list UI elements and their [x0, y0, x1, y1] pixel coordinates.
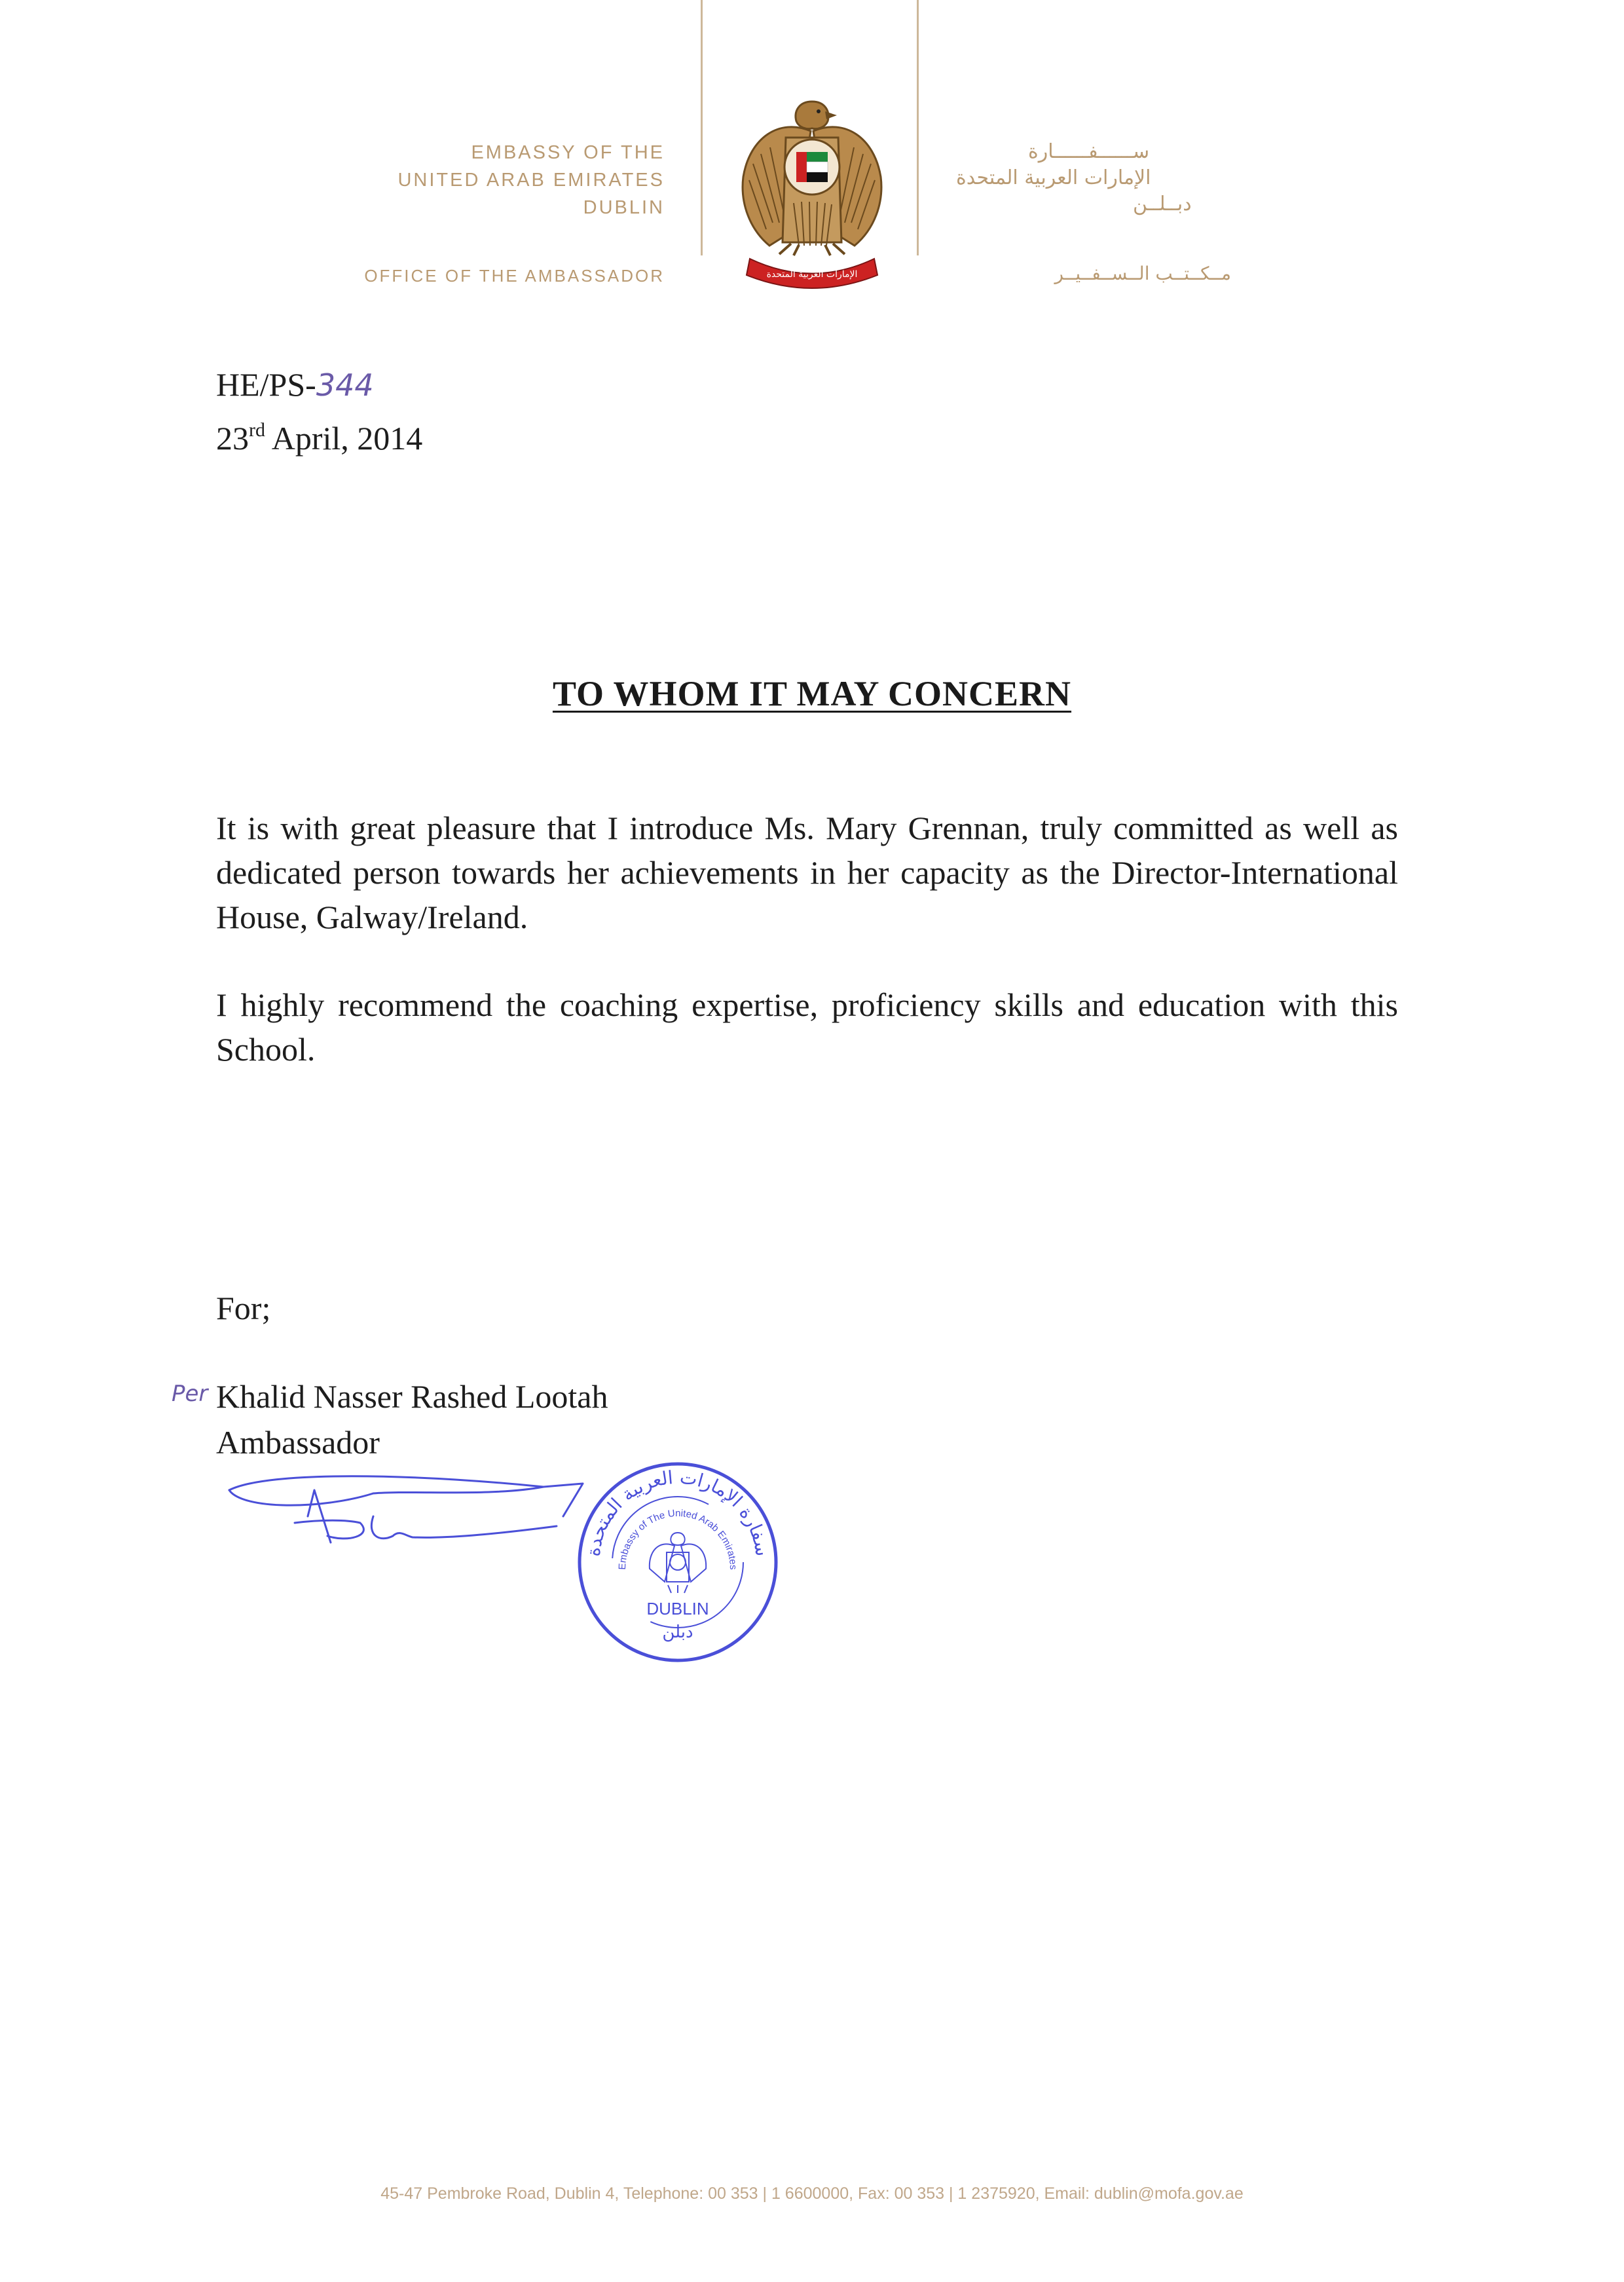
letterhead-line-city: DUBLIN — [583, 197, 665, 218]
stamp-arabic-text: سفارة الإمارات العربية المتحدة — [582, 1466, 773, 1558]
letter-heading: TO WHOM IT MAY CONCERN — [552, 674, 1072, 713]
letterhead-line-embassy: EMBASSY OF THE — [471, 142, 665, 163]
stamp-english-text: Embassy of The United Arab Emirates — [616, 1507, 739, 1570]
embassy-stamp — [570, 1454, 786, 1670]
letterhead-divider-right — [917, 0, 919, 255]
letterhead-arabic-country: الإمارات العربية المتحدة — [956, 166, 1151, 189]
letterhead-office: OFFICE OF THE AMBASSADOR — [364, 266, 665, 286]
letterhead-english — [341, 139, 665, 221]
body-paragraph-2: I highly recommend the coaching expertise, proficiency skills and education with this School. — [216, 986, 1398, 1068]
letterhead-line-country: UNITED ARAB EMIRATES — [397, 170, 665, 191]
signatory-title: Ambassador — [216, 1424, 380, 1461]
letterhead-arabic-embassy: ســــــفــــــارة — [1028, 140, 1150, 163]
stamp-city: DUBLIN — [646, 1599, 709, 1618]
date-suffix: rd — [249, 419, 265, 441]
signatory-name: Khalid Nasser Rashed Lootah — [216, 1378, 608, 1415]
footer-address: 45-47 Pembroke Road, Dublin 4, Telephone: 00 353 | 1 6600000, Fax: 00 353 | 1 2375920, Email: dublin@mofa.gov.ae — [380, 2184, 1244, 2203]
letterhead-arabic — [956, 139, 1218, 217]
per-mark: Per — [172, 1381, 208, 1407]
stamp-city-arabic: دبلن — [662, 1622, 693, 1642]
reference-prefix: HE/PS- — [216, 366, 316, 403]
emblem-scroll-text: الإمارات العربية المتحدة — [766, 269, 858, 280]
reference-handwritten-number: 344 — [316, 367, 374, 403]
letterhead-divider-left — [701, 0, 703, 255]
closing-for: For; — [216, 1290, 271, 1326]
stamp-emblem-icon — [650, 1533, 706, 1593]
reference-number — [216, 364, 374, 406]
letter-date — [216, 409, 422, 459]
uae-falcon-emblem-icon — [733, 92, 891, 295]
date-rest: April, 2014 — [265, 420, 423, 457]
letterhead-arabic-office: مــكــتــب الــســفــيــر — [1054, 263, 1231, 284]
date-day: 23 — [216, 420, 249, 457]
letterhead-arabic-city: دبــلــن — [1133, 193, 1192, 215]
body-paragraph-1: It is with great pleasure that I introduce Ms. Mary Grennan, truly committed as well as dedicated person towards her achievements in her capacity as the Director-International House, Galway/Ireland. — [216, 810, 1398, 935]
